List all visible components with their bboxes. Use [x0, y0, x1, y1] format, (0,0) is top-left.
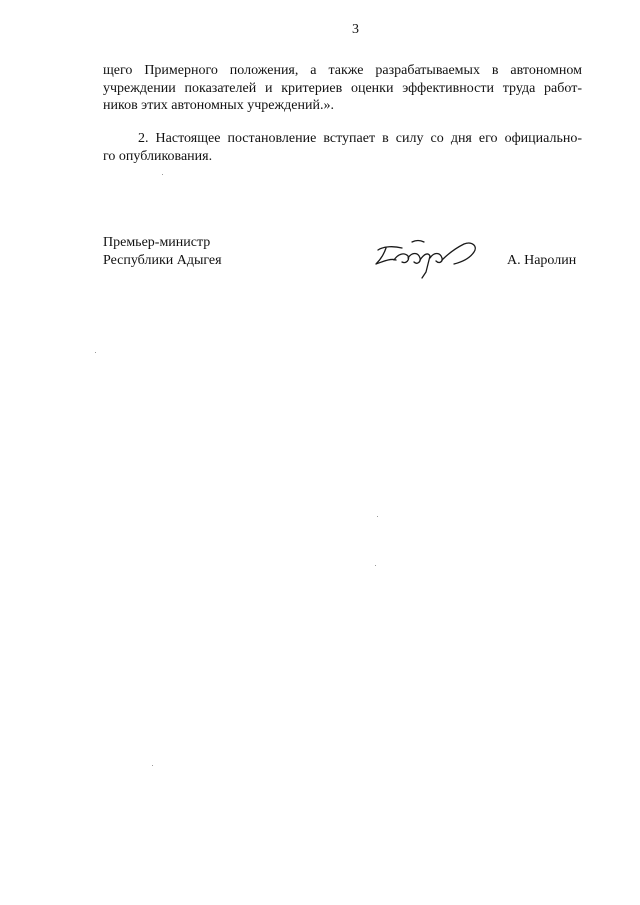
signer-title	[103, 234, 222, 270]
page-number: 3	[352, 22, 359, 37]
scan-speck	[375, 565, 376, 566]
scan-speck	[377, 516, 378, 517]
paragraph-effective-date	[103, 130, 582, 165]
handwritten-signature	[372, 238, 482, 282]
signer-title-line: Республики Адыгея	[103, 253, 222, 268]
signer-title-line: Премьер-министр	[103, 235, 211, 250]
text-line: го опубликования.	[103, 148, 213, 164]
text-line: учреждении показателей и критериев оценки эффективности труда работ-	[103, 80, 582, 96]
text-line: щего Примерного положения, а также разрабатываемых в автономном	[103, 63, 582, 78]
text-line: 2. Настоящее постановление вступает в силу со дня его официально-	[138, 131, 582, 146]
text-line: ников этих автономных учреждений.».	[103, 98, 334, 113]
scan-speck	[152, 765, 153, 766]
signer-name: А. Наролин	[507, 253, 577, 268]
scan-speck	[95, 352, 96, 353]
scan-speck	[162, 174, 163, 175]
paragraph-continuation	[103, 62, 582, 115]
